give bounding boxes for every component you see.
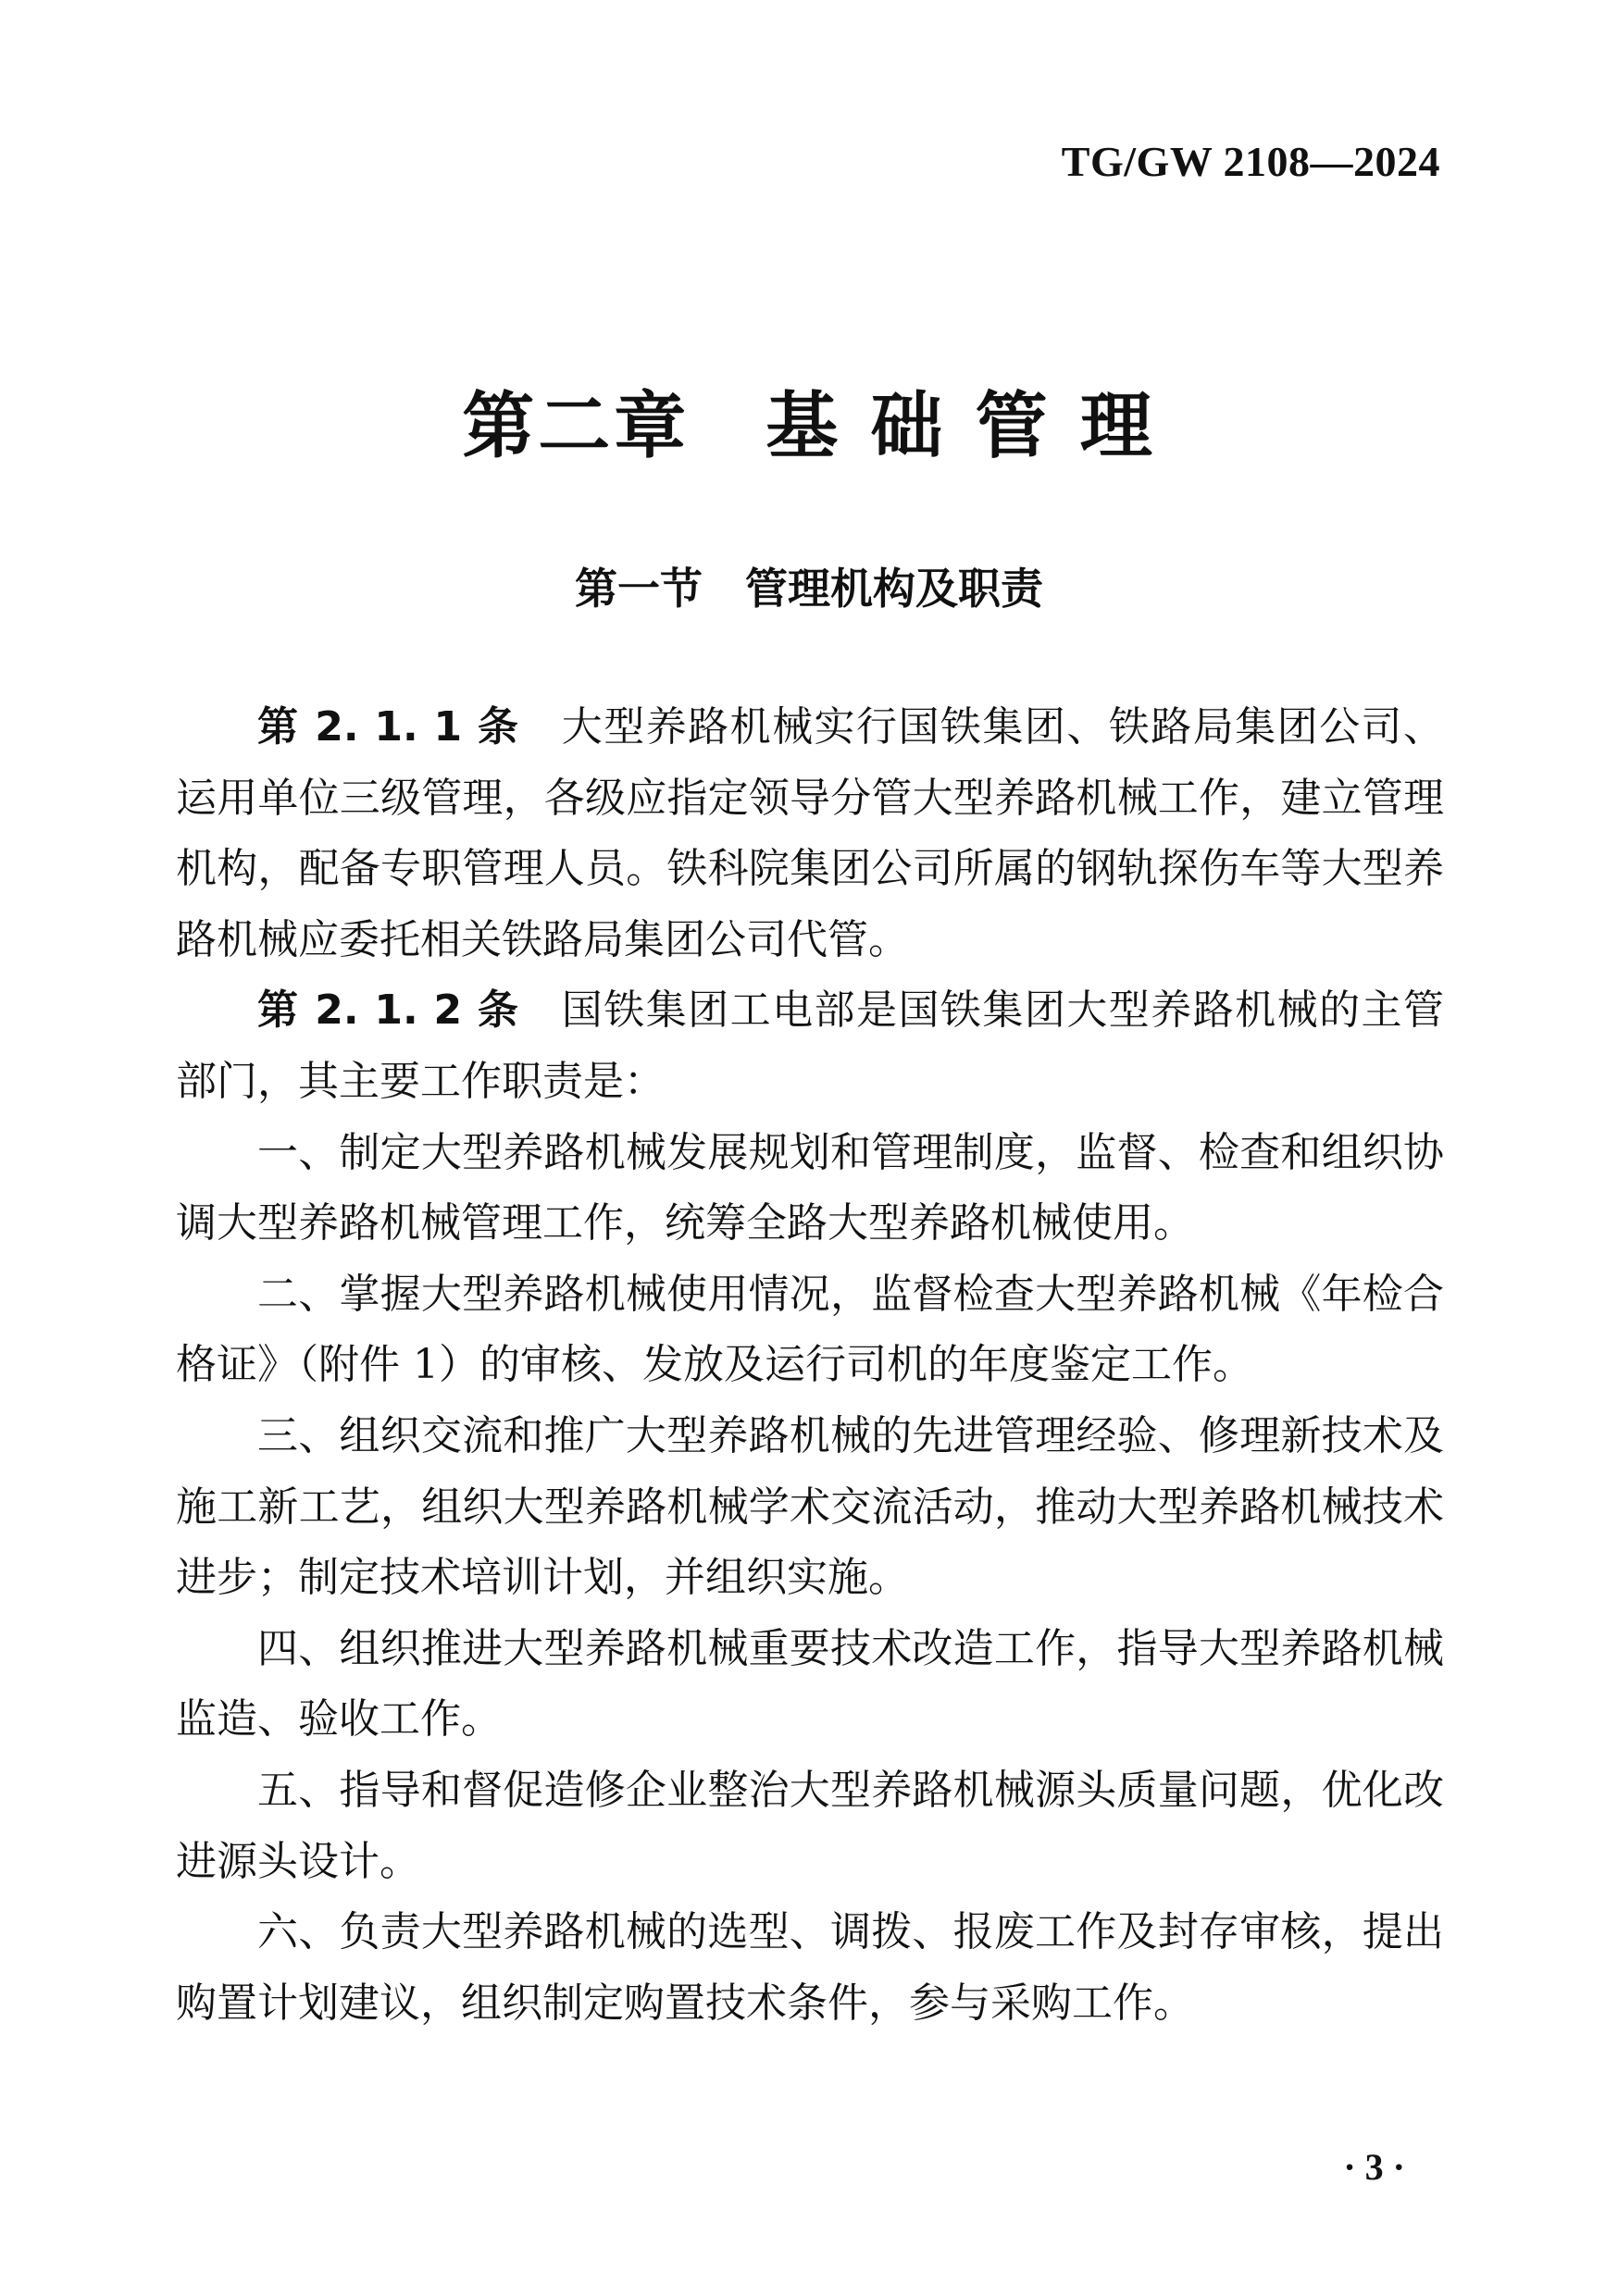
duty-item: 五、指导和督促造修企业整治大型养路机械源头质量问题，优化改进源头设计。	[176, 1766, 1444, 1885]
section-title: 第一节 管理机构及职责	[575, 564, 1043, 614]
duty-item: 一、制定大型养路机械发展规划和管理制度，监督、检查和组织协调大型养路机械管理工作，统筹全路大型养路机械使用。	[176, 1128, 1444, 1247]
document-code: TG/GW 2108—2024	[1061, 138, 1440, 185]
article-2-1-1	[176, 692, 1444, 975]
duty-item: 二、掌握大型养路机械使用情况，监督检查大型养路机械《年检合格证》（附件 1）的审核、发放及运行司机的年度鉴定工作。	[176, 1270, 1444, 1389]
duty-item: 四、组织推进大型养路机械重要技术改造工作，指导大型养路机械监造、验收工作。	[176, 1624, 1444, 1744]
article-2-1-2	[176, 975, 1444, 1117]
duty-item: 三、组织交流和推广大型养路机械的先进管理经验、修理新技术及施工新工艺，组织大型养路机械学术交流活动，推动大型养路机械技术进步；制定技术培训计划，并组织实施。	[176, 1411, 1444, 1602]
article-text: 国铁集团工电部是国铁集团大型养路机械的主管部门，其主要工作职责是：	[176, 987, 1444, 1105]
chapter-title: 第二章 基 础 管 理	[462, 385, 1156, 468]
article-number: 第 2. 1. 2 条	[257, 987, 520, 1035]
article-text: 大型养路机械实行国铁集团、铁路局集团公司、运用单位三级管理，各级应指定领导分管大型养路机械工作，建立管理机构，配备专职管理人员。铁科院集团公司所属的钢轨探伤车等大型养路机械应委托相关铁路局集团公司代管。	[176, 703, 1444, 963]
duty-item: 六、负责大型养路机械的选型、调拨、报废工作及封存审核，提出购置计划建议，组织制定购置技术条件，参与采购工作。	[176, 1908, 1444, 2027]
page-number: · 3 ·	[1343, 2146, 1405, 2188]
article-number: 第 2. 1. 1 条	[257, 703, 520, 751]
body-text	[176, 692, 1444, 2039]
